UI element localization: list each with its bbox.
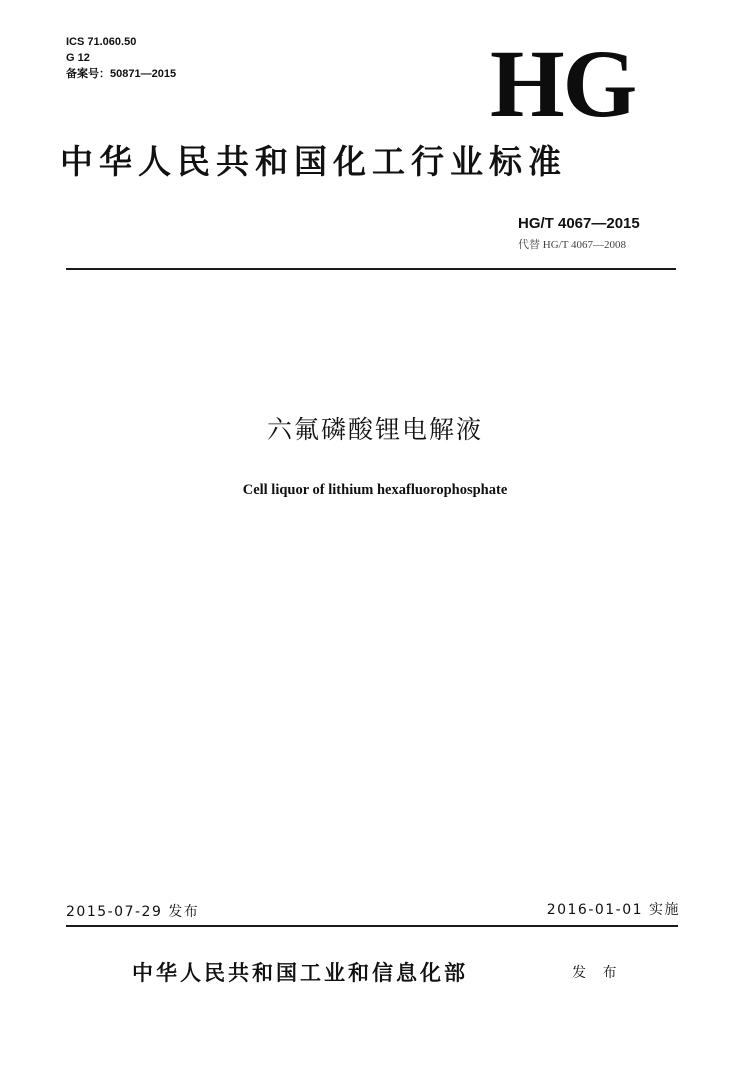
publisher-name: 中华人民共和国工业和信息化部 <box>132 961 468 985</box>
bottom-divider <box>66 925 678 927</box>
industry-standard-title: 中华人民共和国化工行业标准 <box>60 142 567 181</box>
top-divider <box>66 268 676 270</box>
standard-number: HG/T 4067—2015 <box>518 215 640 232</box>
publish-label: 发 布 <box>572 965 623 981</box>
classification-block <box>66 34 176 82</box>
ccs-code: G 12 <box>66 52 90 64</box>
document-title-english: Cell liquor of lithium hexafluorophosphate <box>242 482 508 498</box>
record-number: 备案号：50871—2015 <box>66 68 177 80</box>
issue-date: 2015-07-29 发布 <box>66 904 200 920</box>
hg-logo: HG <box>490 30 636 137</box>
document-title-chinese: 六氟磷酸锂电解液 <box>266 415 483 444</box>
implementation-date: 2016-01-01 实施 <box>546 902 680 918</box>
replaces-standard: 代替 HG/T 4067—2008 <box>518 239 626 251</box>
ics-code: ICS 71.060.50 <box>66 36 137 48</box>
